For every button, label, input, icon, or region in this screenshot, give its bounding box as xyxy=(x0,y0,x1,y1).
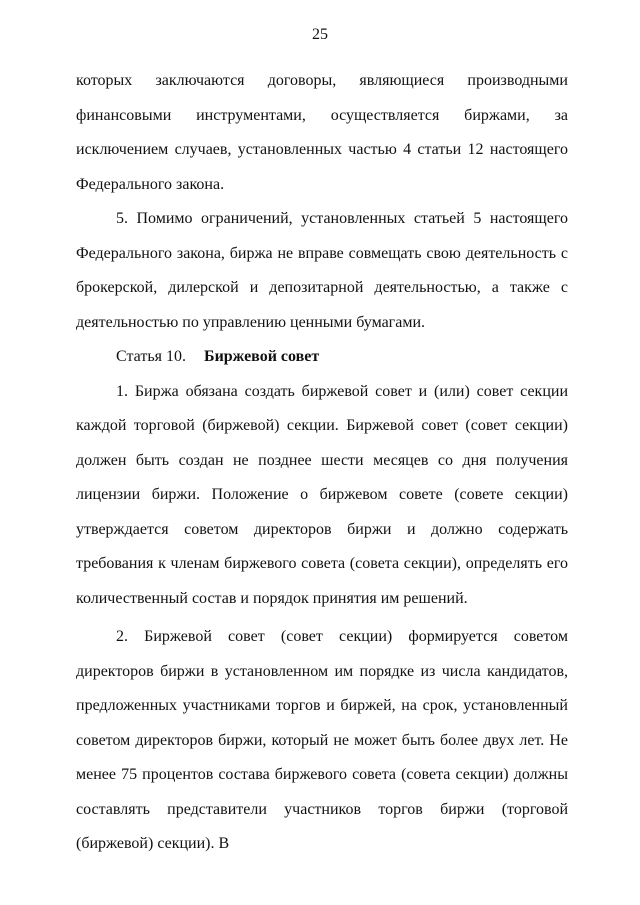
document-body xyxy=(76,64,568,862)
article-paragraph-2: 2. Биржевой совет (совет секции) формируется советом директоров биржи в установленном им порядке из числа кандидатов, предложенных участниками торгов и биржей, на срок, установленный советом директоров биржи, который не может быть более двух лет. Не менее 75 процентов состава биржевого совета (совета секции) должны составлять представители участников торгов биржи (торговой (биржевой) секции). В xyxy=(76,628,568,852)
page-number: 25 xyxy=(312,26,328,43)
paragraph-continuation: которых заключаются договоры, являющиеся производными финансовыми инструментами, осуществляется биржами, за исключением случаев, установленных частью 4 статьи 12 настоящего Федерального закона. xyxy=(76,72,568,193)
article-title: Биржевой совет xyxy=(203,348,320,365)
article-label: Статья 10. xyxy=(116,348,186,365)
paragraph-5: 5. Помимо ограничений, установленных статьей 5 настоящего Федерального закона, биржа не вправе совмещать свою деятельность с брокерской, дилерской и депозитарной деятельностью, а также с деятельностью по управлению ценными бумагами. xyxy=(76,210,568,331)
article-paragraph-1: 1. Биржа обязана создать биржевой совет и (или) совет секции каждой торговой (биржевой) секции. Биржевой совет (совет секции) должен быть создан не позднее шести месяцев со дня получения лицензии биржи. Положение о биржевом совете (совете секции) утверждается советом директоров биржи и должно содержать требования к членам биржевого совета (совета секции), определять его количественный состав и порядок принятия им решений. xyxy=(76,382,568,607)
article-heading xyxy=(76,340,568,375)
